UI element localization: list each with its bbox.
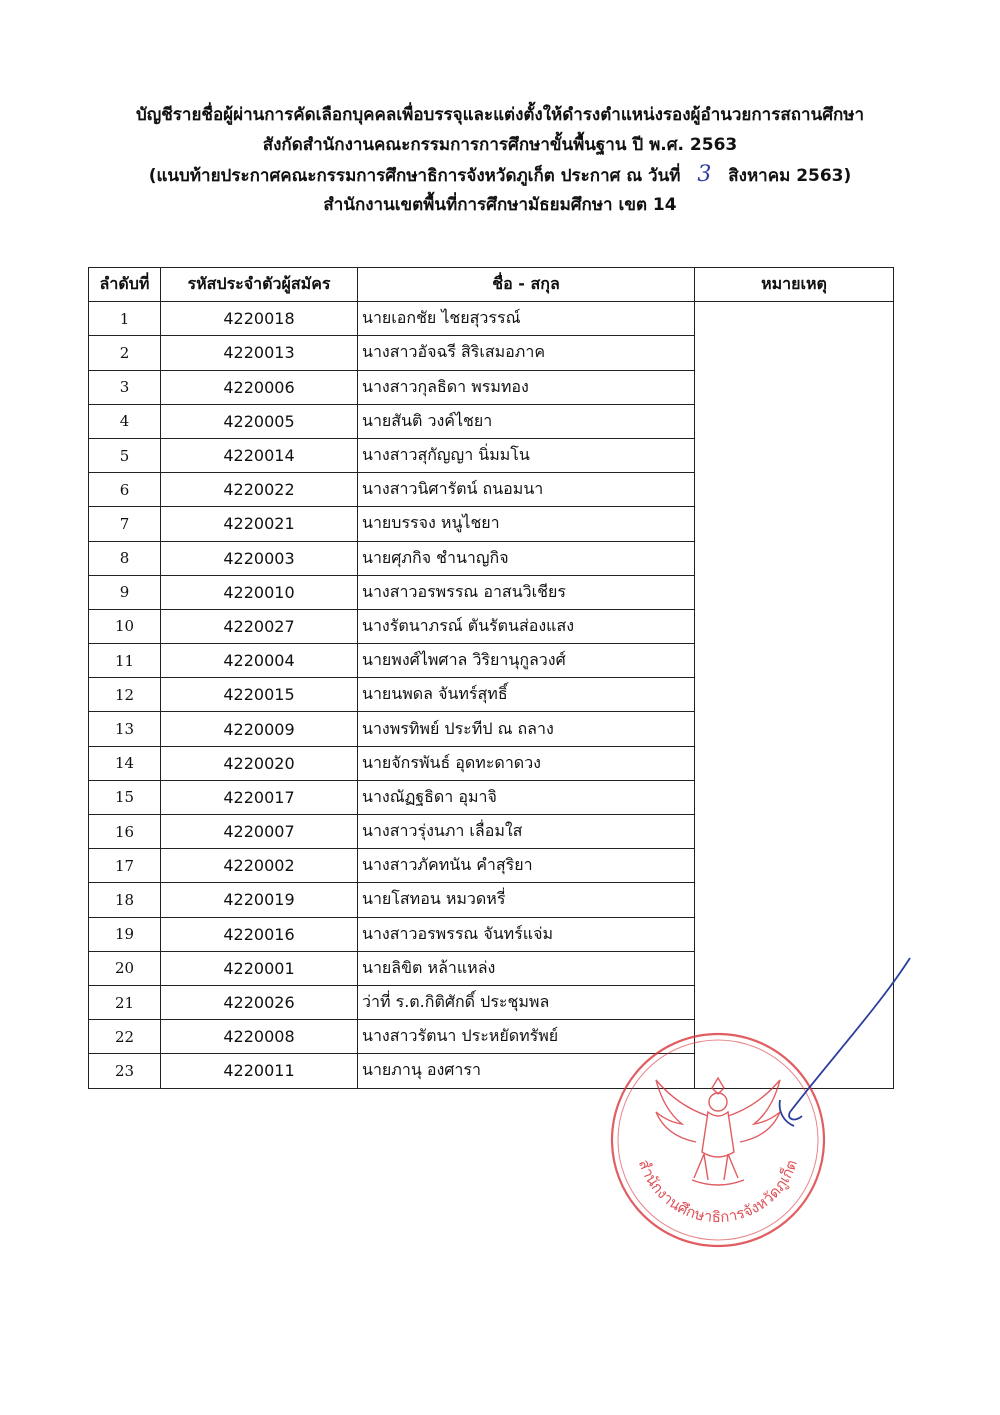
candidate-code: 4220006 <box>161 370 358 404</box>
candidate-code: 4220011 <box>161 1054 358 1088</box>
row-number: 9 <box>89 575 161 609</box>
candidate-name: นางสาวสุกัญญา นิ่มมโน <box>358 438 695 472</box>
document-heading <box>0 100 1000 220</box>
row-number: 23 <box>89 1054 161 1088</box>
candidate-code: 4220013 <box>161 336 358 370</box>
table-header-row <box>89 268 894 302</box>
candidate-code: 4220008 <box>161 1020 358 1054</box>
svg-text:สำนักงานศึกษาธิการจังหวัดภูเก็ <box>635 1157 801 1226</box>
candidate-name: นายพงศ์ไพศาล วิริยานุกูลวงศ์ <box>358 644 695 678</box>
candidate-name: นางสาวอรพรรณ จันทร์แจ่ม <box>358 917 695 951</box>
candidate-name: นางสาวอัจฉรี สิริเสมอภาค <box>358 336 695 370</box>
candidate-name: นางรัตนาภรณ์ ตันรัตนส่องแสง <box>358 609 695 643</box>
heading-line-3 <box>0 160 1000 190</box>
candidate-code: 4220018 <box>161 302 358 336</box>
row-number: 6 <box>89 473 161 507</box>
candidate-code: 4220009 <box>161 712 358 746</box>
candidate-name: นายศุภกิจ ชำนาญกิจ <box>358 541 695 575</box>
row-number: 12 <box>89 678 161 712</box>
candidate-name: นายสันติ วงค์ไชยา <box>358 404 695 438</box>
candidate-name: นางสาวภัคทนัน คำสุริยา <box>358 849 695 883</box>
candidate-name: นายบรรจง หนูไชยา <box>358 507 695 541</box>
candidate-name: นางสาวรัตนา ประหยัดทรัพย์ <box>358 1020 695 1054</box>
candidate-code: 4220001 <box>161 951 358 985</box>
candidate-name: นางพรทิพย์ ประทีป ณ ถลาง <box>358 712 695 746</box>
row-number: 7 <box>89 507 161 541</box>
candidate-name: นายจักรพันธ์ อุดทะดาดวง <box>358 746 695 780</box>
header-note: หมายเหตุ <box>695 268 894 302</box>
candidate-name: นางสาวนิศารัตน์ ถนอมนา <box>358 473 695 507</box>
row-number: 3 <box>89 370 161 404</box>
candidate-name: นางสาวกุลธิดา พรมทอง <box>358 370 695 404</box>
row-number: 10 <box>89 609 161 643</box>
candidate-code: 4220003 <box>161 541 358 575</box>
row-number: 17 <box>89 849 161 883</box>
candidate-name: นายภานุ องศารา <box>358 1054 695 1088</box>
candidate-code: 4220005 <box>161 404 358 438</box>
candidate-code: 4220016 <box>161 917 358 951</box>
header-name: ชื่อ - สกุล <box>358 268 695 302</box>
row-number: 18 <box>89 883 161 917</box>
candidate-name: นายโสทอน หมวดหรี่ <box>358 883 695 917</box>
signature-stroke <box>780 958 910 1126</box>
handwritten-day: 3 <box>697 162 712 187</box>
candidate-code: 4220021 <box>161 507 358 541</box>
candidate-name: นางสาวอรพรรณ อาสนวิเชียร <box>358 575 695 609</box>
row-number: 13 <box>89 712 161 746</box>
candidate-code: 4220022 <box>161 473 358 507</box>
row-number: 4 <box>89 404 161 438</box>
heading-line-3-prefix: (แนบท้ายประกาศคณะกรรมการศึกษาธิการจังหวัดภูเก็ต ประกาศ ณ วันที่ <box>148 166 681 186</box>
candidate-code: 4220002 <box>161 849 358 883</box>
table-row <box>89 302 894 336</box>
header-no: ลำดับที่ <box>89 268 161 302</box>
row-number: 8 <box>89 541 161 575</box>
stamp-text: สำนักงานศึกษาธิการจังหวัดภูเก็ต <box>634 1156 801 1227</box>
candidate-name: นางณัฏฐธิดา อุมาจิ <box>358 780 695 814</box>
row-number: 19 <box>89 917 161 951</box>
header-code: รหัสประจำตัวผู้สมัคร <box>161 268 358 302</box>
row-number: 11 <box>89 644 161 678</box>
heading-line-2: สังกัดสำนักงานคณะกรรมการการศึกษาขั้นพื้นฐาน ปี พ.ศ. 2563 <box>262 135 738 155</box>
candidate-code: 4220026 <box>161 985 358 1019</box>
heading-line-4: สำนักงานเขตพื้นที่การศึกษามัธยมศึกษา เขต 14 <box>323 195 677 215</box>
candidate-code: 4220010 <box>161 575 358 609</box>
row-number: 21 <box>89 985 161 1019</box>
row-number: 16 <box>89 815 161 849</box>
row-number: 15 <box>89 780 161 814</box>
row-number: 2 <box>89 336 161 370</box>
candidate-code: 4220014 <box>161 438 358 472</box>
row-number: 5 <box>89 438 161 472</box>
candidate-code: 4220027 <box>161 609 358 643</box>
row-number: 1 <box>89 302 161 336</box>
row-number: 22 <box>89 1020 161 1054</box>
heading-line-1: บัญชีรายชื่อผู้ผ่านการคัดเลือกบุคคลเพื่อบรรจุและแต่งตั้งให้ดำรงตำแหน่งรองผู้อำนวยการสถานศึกษา <box>135 105 865 125</box>
candidate-name: นายนพดล จันทร์สุทธิ์ <box>358 678 695 712</box>
candidate-code: 4220019 <box>161 883 358 917</box>
candidate-name: นายเอกชัย ไชยสุวรรณ์ <box>358 302 695 336</box>
signature-mark <box>760 950 920 1140</box>
candidate-code: 4220015 <box>161 678 358 712</box>
candidate-code: 4220020 <box>161 746 358 780</box>
candidate-name: นางสาวรุ่งนภา เลื่อมใส <box>358 815 695 849</box>
heading-line-3-suffix: สิงหาคม 2563) <box>728 166 852 186</box>
row-number: 20 <box>89 951 161 985</box>
candidate-code: 4220017 <box>161 780 358 814</box>
candidate-name: ว่าที่ ร.ต.กิติศักดิ์ ประชุมพล <box>358 985 695 1019</box>
candidate-name: นายลิขิต หล้าแหล่ง <box>358 951 695 985</box>
candidate-code: 4220007 <box>161 815 358 849</box>
row-number: 14 <box>89 746 161 780</box>
candidate-code: 4220004 <box>161 644 358 678</box>
